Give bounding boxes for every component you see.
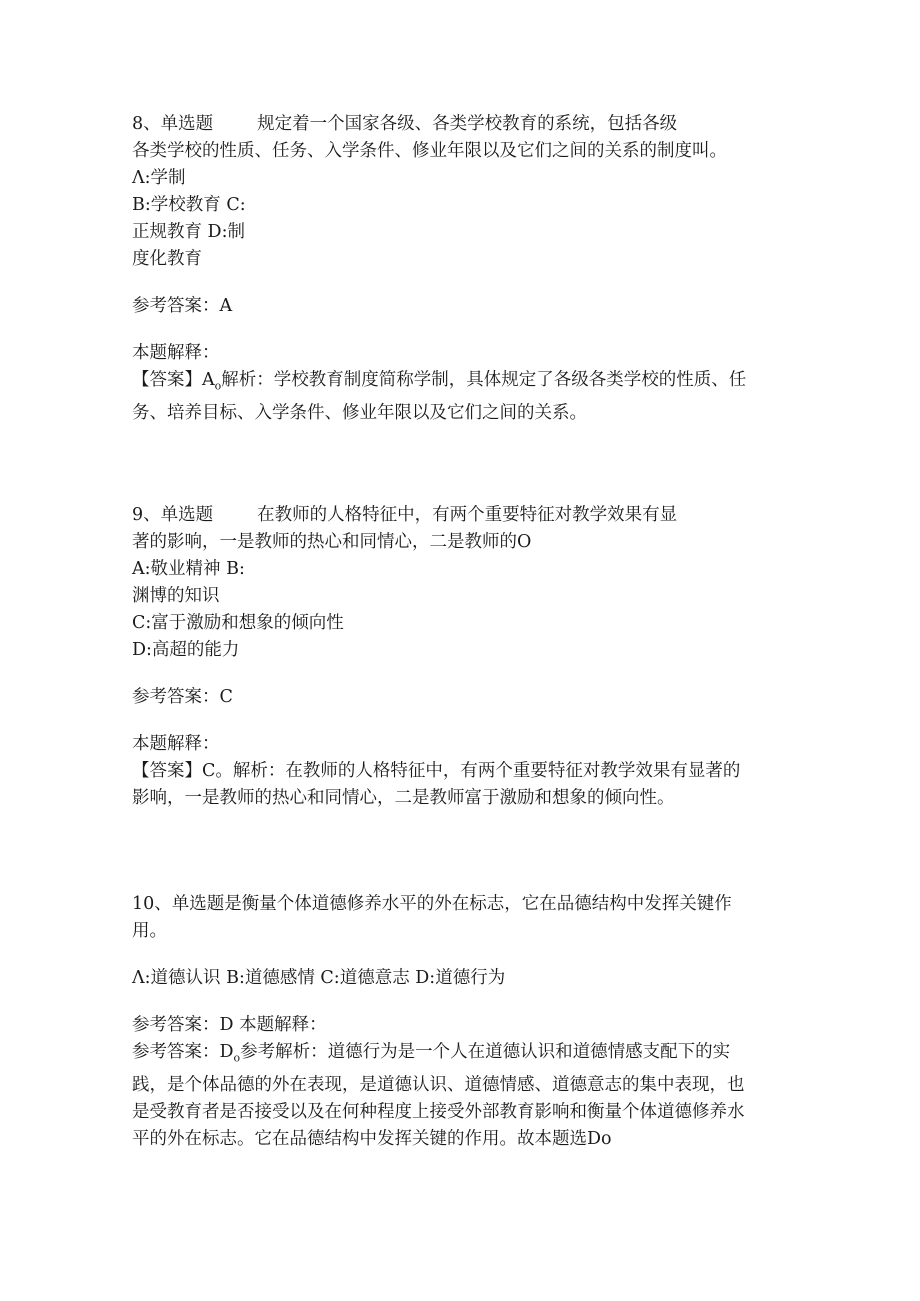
- question-stem: 在教师的人格特征中，有两个重要特征对教学效果有显: [257, 505, 678, 525]
- option-line: Λ:学制: [132, 168, 186, 188]
- explanation-line: 务、培养目标、入学条件、修业年限以及它们之间的关系。: [132, 402, 587, 423]
- explanation-line: 平的外在标志。它在品德结构中发挥关键的作用。故本题选Do: [132, 1128, 612, 1149]
- option-line: 正规教育 D:制: [132, 222, 245, 242]
- explanation-mark: o: [214, 379, 222, 393]
- question-9: [132, 502, 792, 812]
- explanation-line: 【答案】C。解析：在教师的人格特征中，有两个重要特征对教学效果有显著的: [132, 761, 741, 781]
- reference-answer: 参考答案：C: [132, 687, 233, 707]
- question-stem-line: [132, 111, 792, 138]
- reference-answer: 参考答案：D 本题解释：: [132, 1015, 327, 1035]
- option-line: 渊博的知识: [132, 586, 220, 606]
- question-stem-line: 著的影响，一是教师的热心和同情心，二是教师的O: [132, 532, 532, 552]
- explanation-line: 影响，一是教师的热心和同情心，二是教师富于激励和想象的倾向性。: [132, 788, 675, 808]
- explanation-answer: 【答案】A: [132, 370, 215, 390]
- option-line: D:高超的能力: [132, 640, 240, 660]
- reference-answer: 参考答案：A: [132, 296, 233, 316]
- explanation-line: 是受教育者是否接受以及在何种程度上接受外部教育影响和衡量个体道德修养水: [132, 1101, 745, 1122]
- explanation-text: 参考解析：道德行为是一个人在道德认识和道德情感支配下的实: [240, 1042, 731, 1062]
- explanation-label: 本题解释：: [132, 343, 220, 363]
- question-stem-line: 10、单选题是衡量个体道德修养水平的外在标志，它在品德结构中发挥关键作: [132, 894, 732, 914]
- option-line: C:富于激励和想象的倾向性: [132, 613, 344, 633]
- option-line: 度化教育: [132, 249, 202, 269]
- question-stem-line: [132, 502, 792, 529]
- explanation-answer: 参考答案：D: [132, 1042, 234, 1062]
- question-stem: 规定着一个国家各级、各类学校教育的系统，包括各级: [257, 114, 678, 134]
- question-stem-line: 用。: [132, 921, 167, 941]
- question-number: 8、单选题: [132, 114, 214, 134]
- question-8: [132, 111, 792, 427]
- explanation-text: 解析：学校教育制度简称学制，具体规定了各级各类学校的性质、任: [221, 370, 747, 390]
- explanation-line: 践，是个体品德的外在表现，是道德认识、道德情感、道德意志的集中表现，也: [132, 1074, 745, 1095]
- option-line: Λ:道德认识 B:道德感情 C:道德意志 D:道德行为: [132, 968, 506, 988]
- question-number: 9、单选题: [132, 505, 214, 525]
- question-stem-line: 各类学校的性质、任务、入学条件、修业年限以及它们之间的关系的制度叫。: [132, 141, 727, 161]
- option-line: A:敬业精神 B:: [132, 559, 245, 579]
- explanation-mark: o: [233, 1051, 241, 1065]
- explanation-label: 本题解释：: [132, 734, 220, 754]
- explanation-line: [132, 1039, 792, 1072]
- explanation-line: [132, 367, 792, 400]
- question-10: [132, 891, 792, 1153]
- option-line: B:学校教育 C:: [132, 195, 246, 215]
